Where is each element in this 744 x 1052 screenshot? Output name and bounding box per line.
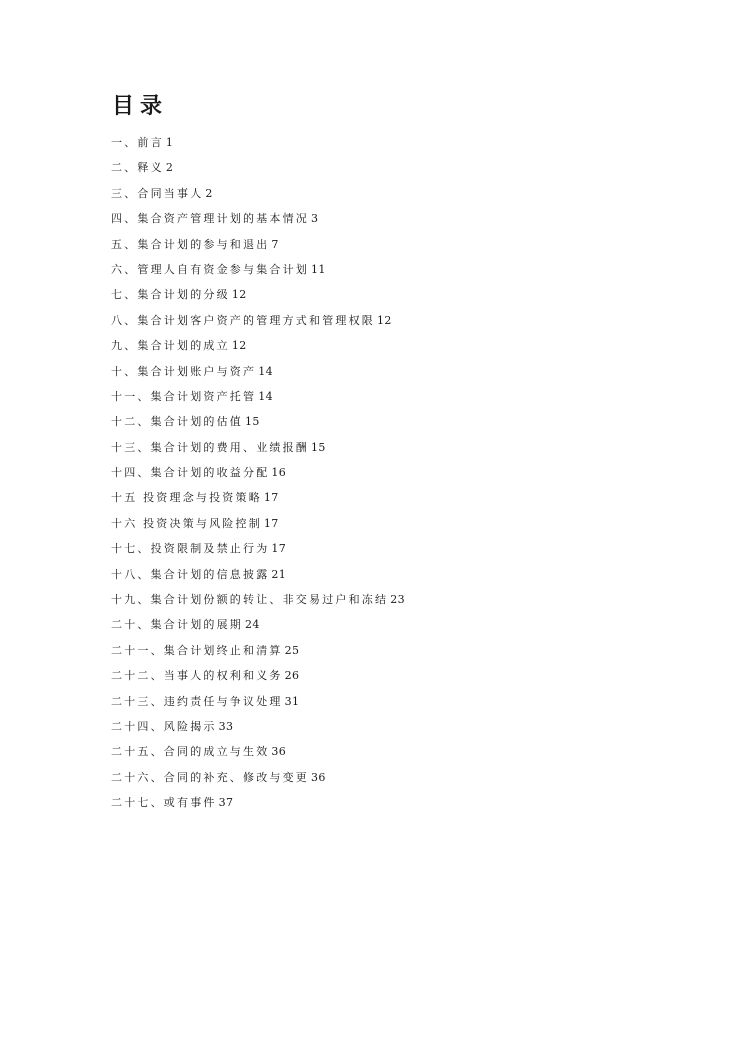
toc-entry-page-number: 36 — [271, 745, 287, 759]
toc-list — [111, 130, 405, 816]
toc-entry-page-number: 33 — [218, 719, 234, 733]
toc-entry-label: 十四、集合计划的收益分配 — [111, 466, 270, 480]
toc-entry-label: 十九、集合计划份额的转让、非交易过户和冻结 — [111, 593, 389, 607]
toc-entry-page-number: 15 — [245, 415, 260, 429]
toc-entry[interactable] — [111, 689, 405, 714]
toc-entry[interactable] — [111, 663, 405, 688]
toc-entry-page-number: 23 — [390, 593, 406, 607]
toc-entry[interactable] — [111, 790, 405, 815]
toc-entry-label: 二十二、当事人的权利和义务 — [111, 669, 283, 683]
toc-entry-label: 二、释义 — [111, 161, 164, 175]
toc-entry[interactable] — [111, 308, 405, 333]
toc-title: 目录 — [112, 94, 169, 119]
toc-entry-page-number: 16 — [271, 466, 287, 480]
toc-entry[interactable] — [111, 536, 405, 561]
toc-entry[interactable] — [111, 282, 405, 307]
toc-entry[interactable] — [111, 130, 405, 155]
toc-entry-label: 三、合同当事人 — [111, 186, 204, 200]
toc-entry-page-number: 12 — [231, 339, 247, 353]
toc-entry[interactable] — [111, 612, 405, 637]
toc-entry-page-number: 3 — [311, 212, 319, 226]
toc-entry[interactable] — [111, 435, 405, 460]
toc-entry-page-number: 11 — [311, 262, 326, 276]
toc-entry[interactable] — [111, 638, 405, 663]
toc-entry-page-number: 12 — [231, 288, 247, 302]
toc-entry-label: 十六 投资决策与风险控制 — [111, 516, 262, 530]
toc-entry[interactable] — [111, 562, 405, 587]
toc-entry-label: 十二、集合计划的估值 — [111, 415, 243, 429]
toc-entry[interactable] — [111, 460, 405, 485]
toc-entry-page-number: 7 — [271, 237, 279, 251]
toc-entry-page-number: 37 — [218, 796, 234, 810]
toc-entry-label: 十八、集合计划的信息披露 — [111, 567, 270, 581]
toc-entry[interactable] — [111, 155, 405, 180]
toc-entry-page-number: 14 — [258, 389, 274, 403]
toc-entry-label: 二十三、违约责任与争议处理 — [111, 694, 283, 708]
toc-entry-page-number: 1 — [165, 136, 174, 149]
toc-entry-page-number: 17 — [263, 491, 279, 505]
toc-entry-label: 二十、集合计划的展期 — [111, 618, 243, 632]
toc-entry-page-number: 26 — [284, 669, 300, 683]
toc-entry-label: 二十四、风险揭示 — [111, 719, 217, 733]
toc-entry[interactable] — [111, 181, 405, 206]
toc-entry-page-number: 2 — [165, 161, 174, 175]
toc-entry[interactable] — [111, 739, 405, 764]
toc-entry-label: 二十五、合同的成立与生效 — [111, 745, 270, 759]
toc-entry[interactable] — [111, 206, 405, 231]
toc-entry[interactable] — [111, 232, 405, 257]
toc-entry-page-number: 31 — [284, 694, 300, 708]
toc-entry[interactable] — [111, 257, 405, 282]
toc-entry[interactable] — [111, 409, 405, 434]
toc-entry[interactable] — [111, 765, 405, 790]
toc-entry-label: 五、集合计划的参与和退出 — [111, 237, 270, 251]
toc-entry-label: 十三、集合计划的费用、业绩报酬 — [111, 440, 309, 454]
toc-entry-page-number: 2 — [205, 186, 213, 200]
toc-entry-page-number: 17 — [271, 542, 287, 556]
toc-entry[interactable] — [111, 587, 405, 612]
toc-entry-label: 十一、集合计划资产托管 — [111, 389, 257, 403]
toc-entry-label: 十、集合计划账户与资产 — [111, 364, 257, 378]
toc-entry-page-number: 12 — [377, 313, 392, 327]
toc-entry-label: 八、集合计划客户资产的管理方式和管理权限 — [111, 313, 375, 327]
toc-entry-label: 二十一、集合计划终止和清算 — [111, 643, 283, 657]
toc-entry[interactable] — [111, 359, 405, 384]
toc-entry-page-number: 14 — [258, 364, 274, 378]
toc-entry-page-number: 15 — [311, 440, 326, 454]
toc-entry-page-number: 24 — [245, 618, 260, 632]
toc-entry-label: 六、管理人自有资金参与集合计划 — [111, 262, 309, 276]
toc-entry-page-number: 36 — [311, 770, 326, 784]
toc-entry[interactable] — [111, 714, 405, 739]
toc-entry[interactable] — [111, 333, 405, 358]
toc-entry[interactable] — [111, 485, 405, 510]
toc-entry-page-number: 17 — [263, 516, 279, 530]
toc-entry[interactable] — [111, 384, 405, 409]
toc-entry-label: 十五 投资理念与投资策略 — [111, 491, 262, 505]
toc-entry-label: 七、集合计划的分级 — [111, 288, 230, 302]
toc-entry-label: 九、集合计划的成立 — [111, 339, 230, 353]
toc-entry-label: 四、集合资产管理计划的基本情况 — [111, 212, 309, 226]
toc-entry-label: 二十七、或有事件 — [111, 796, 217, 810]
toc-entry-label: 二十六、合同的补充、修改与变更 — [111, 770, 309, 784]
toc-entry[interactable] — [111, 511, 405, 536]
toc-entry-label: 一、前言 — [111, 136, 164, 149]
toc-entry-page-number: 21 — [271, 567, 287, 581]
toc-entry-label: 十七、投资限制及禁止行为 — [111, 542, 270, 556]
toc-entry-page-number: 25 — [284, 643, 300, 657]
